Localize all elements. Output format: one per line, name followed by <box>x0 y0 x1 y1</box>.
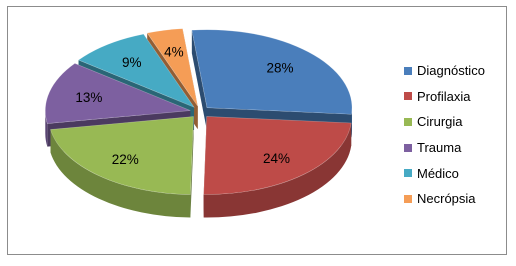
data-label-diagnostico: 28% <box>266 60 294 76</box>
legend-swatch-diagnostico <box>404 67 412 75</box>
pie-tops <box>45 29 352 195</box>
legend-label-cirurgia: Cirurgia <box>417 114 463 130</box>
data-label-trauma: 13% <box>75 90 103 106</box>
legend-label-trauma: Trauma <box>417 140 462 156</box>
legend-item-profilaxia <box>404 84 504 110</box>
data-label-cirurgia: 22% <box>111 152 139 168</box>
data-label-necropsia: 4% <box>164 44 184 60</box>
legend <box>404 58 504 212</box>
legend-item-necropsia <box>404 186 504 212</box>
data-label-medico: 9% <box>122 55 142 71</box>
legend-swatch-trauma <box>404 144 412 152</box>
legend-swatch-necropsia <box>404 195 412 203</box>
data-label-profilaxia: 24% <box>263 151 291 167</box>
legend-item-diagnostico <box>404 58 504 84</box>
legend-item-medico <box>404 160 504 186</box>
legend-item-cirurgia <box>404 109 504 135</box>
legend-swatch-profilaxia <box>404 92 412 100</box>
legend-label-profilaxia: Profilaxia <box>417 88 471 104</box>
legend-label-diagnostico: Diagnóstico <box>417 63 485 79</box>
legend-label-necropsia: Necrópsia <box>417 191 476 207</box>
legend-item-trauma <box>404 135 504 161</box>
legend-swatch-cirurgia <box>404 118 412 126</box>
legend-label-medico: Médico <box>417 165 459 181</box>
legend-swatch-medico <box>404 169 412 177</box>
